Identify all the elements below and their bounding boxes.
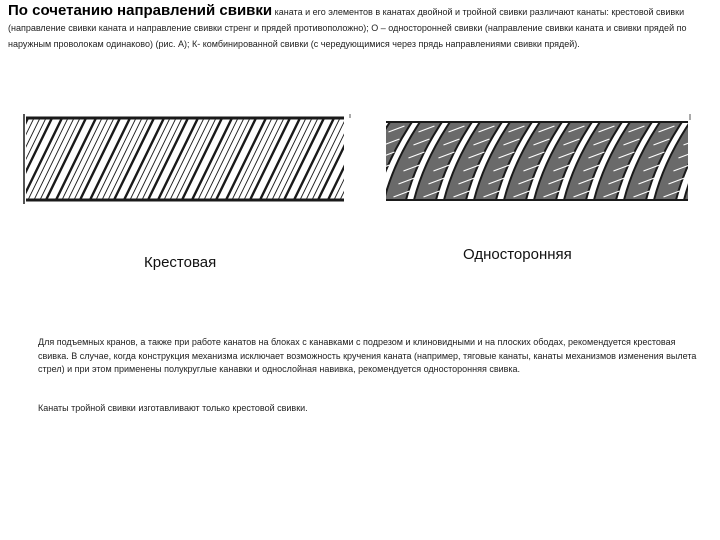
intro-paragraph	[8, 3, 698, 52]
rope-wire	[688, 126, 694, 132]
triple-lay-paragraph: Канаты тройной свивки изготавливают только крестовой свивки.	[38, 403, 308, 413]
intro-lead-heading: По сочетанию направлений свивки	[8, 2, 273, 19]
lang-lay-rope-image	[384, 106, 694, 212]
cross-lay-rope-figure	[22, 106, 352, 212]
cross-lay-caption: Крестовая	[144, 254, 217, 271]
intro-text: каната и его элементов в канатах двойной и тройной свивки различают канаты: крестовой свивки (направление свивки каната и направление свивки стренг и прядей противоположно); О – односторонней свивки (направление свивки каната и свивки прядей по наружным проволокам одинаково) (рис. А); К- комбинированной свивки (с чередующимися через прядь направлениями свивки прядей).	[8, 7, 687, 49]
lang-lay-rope-figure	[384, 106, 694, 212]
rope-wire	[693, 191, 694, 197]
recommendation-paragraph: Для подъемных кранов, а также при работе канатов на блоках с канавками с подрезом и клиновидными и на плоских ободах, рекомендуется крестовая свивка. В случае, когда конструкция механизма исключает возможность кручения каната (например, тяговые канаты, канаты механизмов изменения вылета стрел) и при этом применены полукруглые канавки и однослойная навивка, рекомендуется односторонняя свивка.	[38, 337, 697, 374]
lang-lay-caption: Односторонняя	[463, 246, 572, 263]
cross-lay-rope-image	[22, 106, 352, 212]
rope-wire	[346, 118, 352, 200]
